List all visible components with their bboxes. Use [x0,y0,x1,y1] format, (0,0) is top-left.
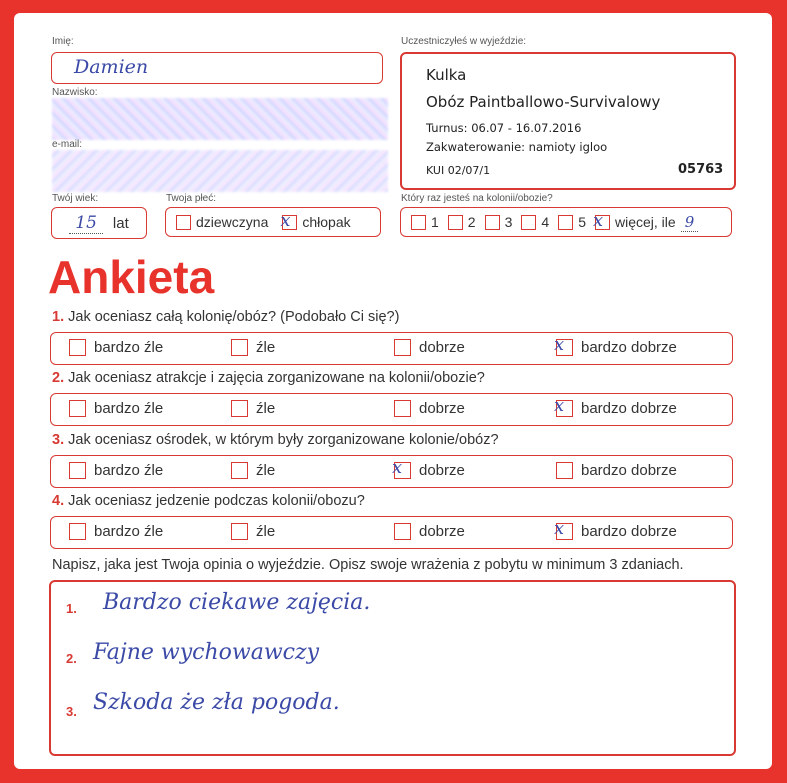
ktory-option-4[interactable]: 4 [521,214,549,230]
answer-checkbox[interactable] [554,518,573,540]
answer-option[interactable] [392,457,465,479]
answer-label: bardzo dobrze [581,523,677,540]
plec-option-chlopak[interactable]: x chłopak [280,209,351,231]
form-number: 05763 [678,162,724,177]
wiek-label: Twój wiek: [52,193,99,204]
answer-option[interactable] [556,462,677,479]
answer-checkbox[interactable] [556,462,573,479]
answer-checkbox[interactable] [69,400,86,417]
answer-label: źle [256,523,276,540]
answer-label: bardzo źle [94,523,164,540]
checkbox-wiecej[interactable] [592,209,610,231]
checkbox-chlopak[interactable] [280,209,297,231]
answer-option[interactable] [69,523,163,540]
plec-option-dziewczyna[interactable]: dziewczyna [176,214,268,230]
answer-row-3 [50,455,733,488]
answer-option[interactable] [231,523,275,540]
wiecej-value: 9 [681,213,699,232]
question-2 [52,370,485,386]
question-text: Jak oceniasz całą kolonię/obóz? (Podobało Ci się?) [68,309,400,325]
answer-option[interactable] [554,395,677,417]
answer-option[interactable] [394,339,465,356]
answer-checkbox[interactable] [392,457,411,479]
answer-label: bardzo źle [94,462,164,479]
answer-option[interactable] [231,462,275,479]
answer-label: bardzo źle [94,400,164,417]
opinion-num-2: 2. [66,651,77,666]
answer-label: bardzo źle [94,339,164,356]
ktory-field [400,207,732,237]
uczestnik-label: Uczestniczyłeś w wyjeździe: [401,36,527,47]
answer-checkbox[interactable] [554,334,573,356]
check-mark-icon: x [554,395,565,416]
answer-option[interactable] [231,339,275,356]
check-mark-icon: x [592,209,604,231]
answer-option[interactable] [69,462,163,479]
kui-code: KUI 02/07/1 [426,164,491,177]
question-number: 1. [52,309,65,325]
answer-option[interactable] [394,523,465,540]
answer-label: dobrze [419,523,465,540]
answer-checkbox[interactable] [554,395,573,417]
checkbox-3[interactable] [485,215,500,230]
ktory-option-3[interactable]: 3 [485,214,513,230]
answer-option[interactable] [554,518,677,540]
checkbox-2[interactable] [448,215,463,230]
check-mark-icon: x [280,209,291,231]
question-number: 2. [52,370,65,386]
answer-checkbox[interactable] [69,462,86,479]
checkbox-4[interactable] [521,215,536,230]
opinion-prompt: Napisz, jaka jest Twoja opinia o wyjeździe. Opisz swoje wrażenia z pobytu w minimum 3 zdaniach. [52,557,684,573]
opinion-text-3: Szkoda że zła pogoda. [93,690,340,715]
checkbox-dziewczyna[interactable] [176,215,191,230]
answer-checkbox[interactable] [231,339,248,356]
answer-checkbox[interactable] [394,400,411,417]
answer-checkbox[interactable] [394,523,411,540]
answer-row-2 [50,393,733,426]
answer-label: źle [256,339,276,356]
opinion-text-1: Bardzo ciekawe zajęcia. [103,590,371,615]
zakwaterowanie: Zakwaterowanie: namioty igloo [426,140,608,154]
question-number: 4. [52,493,65,509]
answer-row-4 [50,516,733,549]
ktory-label: Który raz jesteś na kolonii/obozie? [401,193,553,204]
question-text: Jak oceniasz atrakcje i zajęcia zorganizowane na kolonii/obozie? [68,370,485,386]
answer-checkbox[interactable] [69,339,86,356]
check-mark-icon: x [554,518,565,539]
ktory-option-1[interactable]: 1 [411,214,439,230]
opinion-num-1: 1. [66,601,77,616]
answer-checkbox[interactable] [69,523,86,540]
wiek-unit: lat [112,214,129,232]
question-text: Jak oceniasz ośrodek, w którym były zorganizowane kolonie/obóz? [68,432,499,448]
plec-field [165,207,381,237]
camp-info-box [400,52,736,190]
question-3 [52,432,499,448]
check-mark-icon: x [392,457,403,478]
ktory-option-wiecej[interactable]: x więcej, ile 9 [595,213,698,232]
answer-option[interactable] [69,339,163,356]
check-mark-icon: x [554,334,565,355]
answer-label: bardzo dobrze [581,462,677,479]
email-label: e-mail: [52,139,83,150]
answer-label: dobrze [419,400,465,417]
question-text: Jak oceniasz jedzenie podczas kolonii/obozu? [68,493,365,509]
answer-label: dobrze [419,462,465,479]
wiek-field[interactable] [51,207,147,239]
opinion-num-3: 3. [66,704,77,719]
checkbox-1[interactable] [411,215,426,230]
opinion-box[interactable] [49,580,736,756]
answer-checkbox[interactable] [231,400,248,417]
answer-label: dobrze [419,339,465,356]
imie-label: Imię: [52,36,74,47]
question-4 [52,493,365,509]
wiek-value: 15 [69,213,103,234]
answer-row-1 [50,332,733,365]
imie-value: Damien [74,56,149,78]
answer-option[interactable] [554,334,677,356]
answer-option[interactable] [69,400,163,417]
imie-field[interactable] [51,52,383,84]
checkbox-5[interactable] [558,215,573,230]
turnus: Turnus: 06.07 - 16.07.2016 [426,121,582,135]
camp-code: Kulka [426,66,467,84]
answer-label: źle [256,462,276,479]
answer-option[interactable] [394,400,465,417]
plec-label: Twoja płeć: [166,193,217,204]
answer-label: bardzo dobrze [581,339,677,356]
answer-checkbox[interactable] [231,523,248,540]
answer-option[interactable] [231,400,275,417]
answer-label: źle [256,400,276,417]
redacted-email [52,150,388,192]
nazwisko-label: Nazwisko: [52,87,98,98]
survey-title: Ankieta [48,251,215,303]
question-number: 3. [52,432,65,448]
camp-name: Obóz Paintballowo-Survivalowy [426,93,661,111]
question-1 [52,309,399,325]
opinion-text-2: Fajne wychowawczy [93,640,320,665]
answer-checkbox[interactable] [394,339,411,356]
redacted-surname [52,98,388,140]
answer-label: bardzo dobrze [581,400,677,417]
ktory-option-5[interactable]: 5 [558,214,586,230]
ktory-option-2[interactable]: 2 [448,214,476,230]
answer-checkbox[interactable] [231,462,248,479]
